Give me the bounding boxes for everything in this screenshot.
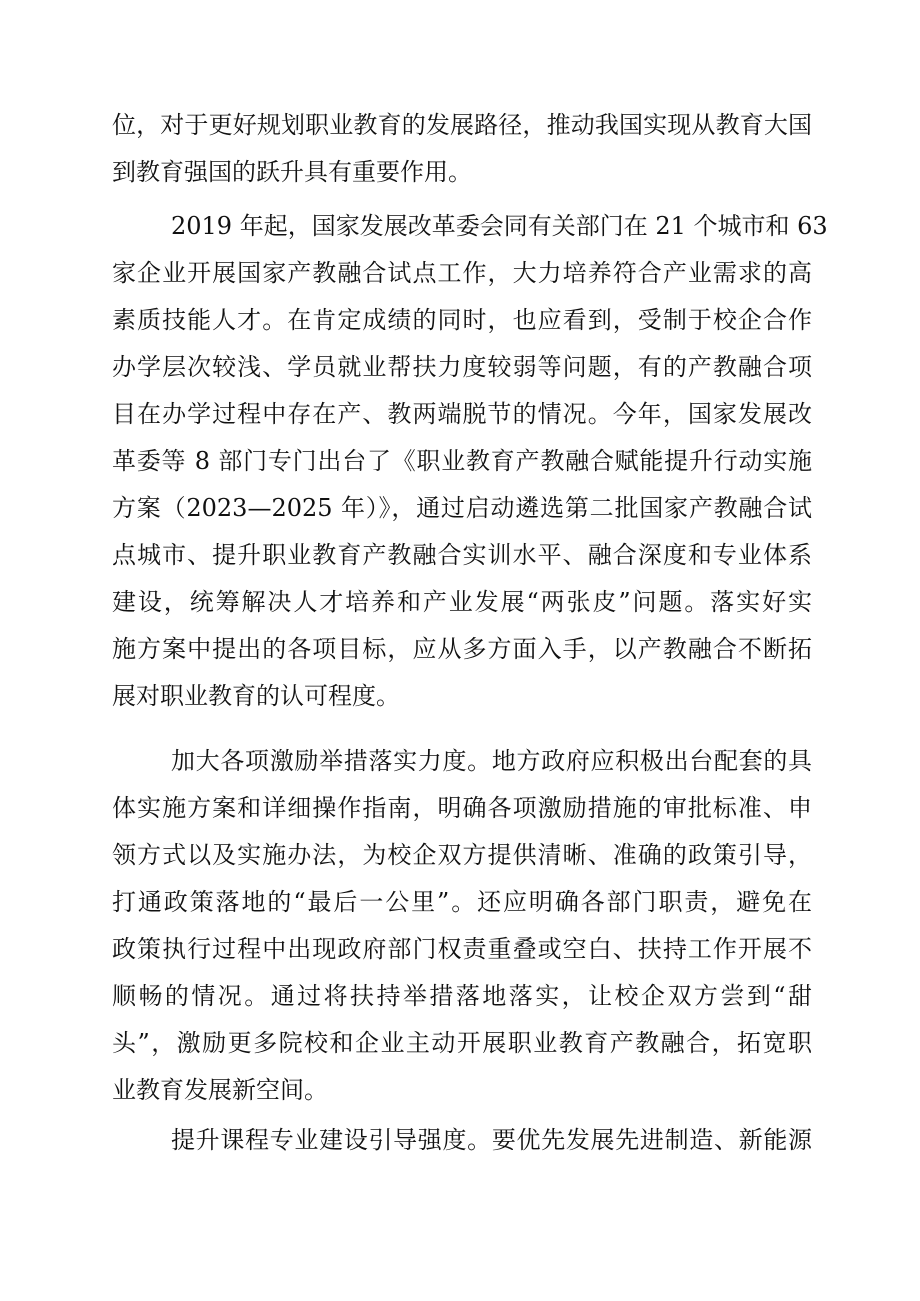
paragraph-line: 目在办学过程中存在产、教两端脱节的情况。今年，国家发展改 <box>112 400 812 428</box>
paragraph-line: 顺畅的情况。通过将扶持举措落地落实，让校企双方尝到“甜 <box>112 982 812 1010</box>
paragraph-line: 建设，统筹解决人才培养和产业发展“两张皮”问题。落实好实 <box>112 588 812 616</box>
paragraph-line: 业教育发展新空间。 <box>112 1076 328 1104</box>
paragraph-line: 展对职业教育的认可程度。 <box>112 682 400 710</box>
paragraph-line: 到教育强国的跃升具有重要作用。 <box>112 158 472 186</box>
paragraph-4 <box>112 1117 812 1164</box>
paragraph-line: 方案（2023—2025 年）》，通过启动遴选第二批国家产教融合试 <box>112 494 812 522</box>
paragraph-line: 2019 年起，国家发展改革委会同有关部门在 21 个城市和 63 <box>171 212 828 240</box>
paragraph-3 <box>112 738 812 1114</box>
paragraph-1 <box>112 102 812 196</box>
paragraph-line: 家企业开展国家产教融合试点工作，大力培养符合产业需求的高 <box>112 259 812 287</box>
paragraph-line: 政策执行过程中出现政府部门权责重叠或空白、扶持工作开展不 <box>112 935 812 963</box>
paragraph-line: 打通政策落地的“最后一公里”。还应明确各部门职责，避免在 <box>112 888 812 916</box>
paragraph-line: 素质技能人才。在肯定成绩的同时，也应看到，受制于校企合作 <box>112 306 812 334</box>
paragraph-line: 点城市、提升职业教育产教融合实训水平、融合深度和专业体系 <box>112 541 812 569</box>
paragraph-line: 革委等 8 部门专门出台了《职业教育产教融合赋能提升行动实施 <box>112 447 812 475</box>
paragraph-line: 办学层次较浅、学员就业帮扶力度较弱等问题，有的产教融合项 <box>112 353 812 381</box>
paragraph-2 <box>112 203 828 720</box>
paragraph-line: 施方案中提出的各项目标，应从多方面入手，以产教融合不断拓 <box>112 635 812 663</box>
paragraph-line: 提升课程专业建设引导强度。要优先发展先进制造、新能源 <box>171 1126 812 1154</box>
paragraph-line: 体实施方案和详细操作指南，明确各项激励措施的审批标准、申 <box>112 794 812 822</box>
paragraph-line: 头”，激励更多院校和企业主动开展职业教育产教融合，拓宽职 <box>112 1029 812 1057</box>
paragraph-line: 加大各项激励举措落实力度。地方政府应积极出台配套的具 <box>171 747 812 775</box>
paragraph-line: 位，对于更好规划职业教育的发展路径，推动我国实现从教育大国 <box>112 111 812 139</box>
paragraph-line: 领方式以及实施办法，为校企双方提供清晰、准确的政策引导， <box>112 841 812 869</box>
